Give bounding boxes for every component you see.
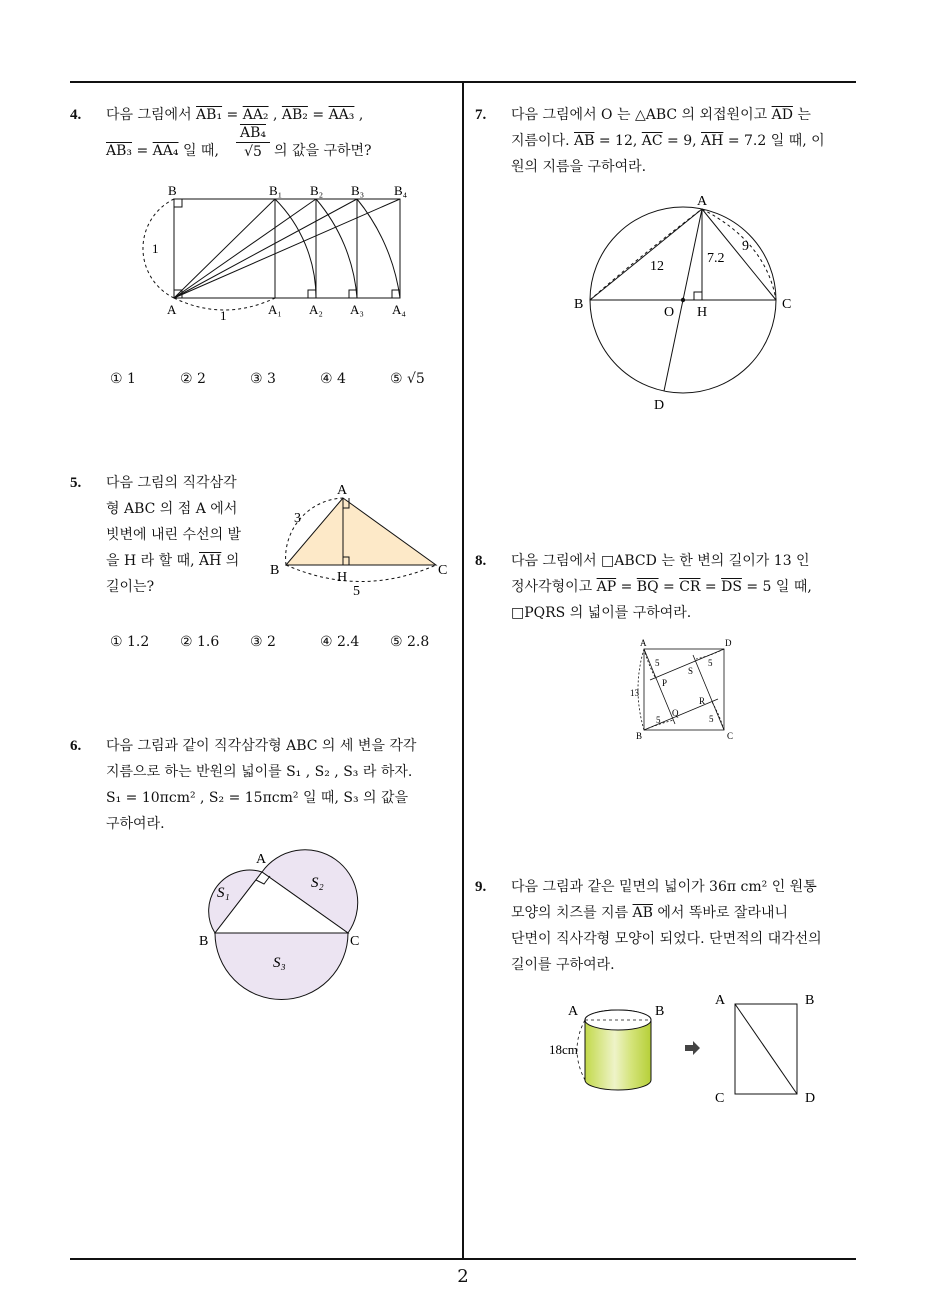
label-C: C	[727, 731, 734, 741]
question-text: 다음 그림과 같이 직각삼각형 ABC 의 세 변을 각각 지름으로 하는 반원의 넓이를 S₁ , S₂ , S₃ 라 하자. S₁ = 10πcm² , S₂ = 15πcm² 일 때, S₃ 의 값을 구하여라.	[106, 738, 417, 832]
label-C: C	[350, 934, 360, 949]
label-CR-5: 5	[709, 714, 714, 724]
label-B: B	[270, 563, 280, 578]
label-13: 13	[630, 688, 639, 698]
column-divider	[462, 83, 464, 1259]
label-3: 3	[294, 511, 301, 526]
choice-4[interactable]: ④ 2.4	[320, 634, 360, 650]
label-S1: S₁	[217, 885, 230, 901]
label-B2: B₂	[310, 183, 324, 198]
label-5: 5	[353, 584, 360, 599]
label-D: D	[654, 398, 665, 413]
bottom-rule	[70, 1258, 856, 1260]
label-12: 12	[650, 259, 664, 274]
label-DS-5: 5	[708, 658, 713, 668]
label-C: C	[782, 297, 792, 312]
label-A: A	[256, 852, 267, 867]
label-B4: B₄	[394, 183, 408, 198]
question-number: 7.	[475, 107, 487, 123]
figure-q5	[268, 480, 458, 600]
arrow-icon	[685, 1041, 700, 1055]
cylinder	[577, 1010, 651, 1090]
label-A1: A₁	[268, 302, 282, 317]
question-5	[70, 470, 270, 610]
figure-q8	[628, 634, 748, 744]
label-A4: A₄	[392, 302, 406, 317]
choice-5[interactable]: ⑤ 2.8	[390, 634, 430, 650]
label-B: B	[199, 934, 209, 949]
question-text: 다음 그림에서 O 는 △ABC 의 외접원이고 $\overline{AD}$ 는 지름이다. $\overline{AB} = 12$, $\overline{AC} = 9$, $\overline{AH} = 7.2$ 일 때, 이 원의 지름을 구하여라.	[511, 107, 825, 175]
label-height: 18cm	[549, 1042, 578, 1057]
label-9: 9	[742, 239, 749, 254]
question-9	[475, 874, 855, 984]
label-rect-B: B	[805, 993, 815, 1008]
label-A: A	[568, 1004, 579, 1019]
figure-q6	[195, 845, 375, 1005]
page-number: 2	[457, 1266, 469, 1287]
label-B: B	[636, 731, 643, 741]
label-R: R	[699, 696, 706, 706]
choice-3[interactable]: ③ 3	[250, 371, 276, 387]
label-B1: B₁	[269, 183, 283, 198]
choice-3[interactable]: ③ 2	[250, 634, 276, 650]
label-B: B	[655, 1004, 665, 1019]
choice-1[interactable]: ① 1	[110, 371, 136, 387]
label-B3: B₃	[351, 183, 365, 198]
label-D: D	[725, 638, 732, 648]
figure-q9	[545, 988, 845, 1118]
label-B: B	[168, 183, 177, 198]
choice-2[interactable]: ② 1.6	[180, 634, 220, 650]
label-S: S	[688, 666, 694, 676]
label-rect-A: A	[715, 993, 726, 1008]
question-number: 4.	[70, 107, 82, 123]
figure-q4	[140, 182, 440, 322]
question-number: 6.	[70, 738, 82, 754]
choices-q5	[110, 634, 450, 654]
label-BQ-5: 5	[656, 715, 661, 725]
label-S2: S₂	[311, 875, 324, 891]
label-7-2: 7.2	[707, 251, 725, 266]
question-6	[70, 733, 450, 843]
label-A: A	[640, 638, 647, 648]
question-8	[475, 548, 855, 628]
question-number: 5.	[70, 475, 82, 491]
question-text: 다음 그림에서 AB₁ = AA₂ , AB₂ = AA₃ , AB₃ = AA₄ 일 때, AB₄ √5 의 값을 구하면?	[106, 107, 372, 160]
label-A3: A₃	[350, 302, 364, 317]
label-A: A	[697, 194, 708, 209]
choices-q4	[110, 371, 450, 391]
question-number: 8.	[475, 553, 487, 569]
label-A: A	[167, 302, 177, 317]
label-A: A	[337, 483, 348, 498]
question-text: 다음 그림의 직각삼각 형 ABC 의 점 A 에서 빗변에 내린 수선의 발 을 H 라 할 때, $\overline{AH}$ 의 길이는?	[106, 475, 242, 595]
label-side-1: 1	[152, 241, 159, 256]
label-rect-D: D	[805, 1091, 816, 1106]
label-rect-C: C	[715, 1091, 725, 1106]
label-base-1: 1	[220, 308, 227, 323]
label-H: H	[697, 305, 708, 320]
choice-4[interactable]: ④ 4	[320, 371, 346, 387]
label-AP-5: 5	[655, 658, 660, 668]
fraction: AB₄ √5	[236, 124, 270, 161]
label-S3: S₃	[273, 955, 286, 971]
label-P: P	[662, 678, 668, 688]
question-7	[475, 102, 855, 182]
choice-2[interactable]: ② 2	[180, 371, 206, 387]
label-H: H	[337, 570, 348, 585]
question-number: 9.	[475, 879, 487, 895]
figure-q7	[570, 192, 800, 422]
question-text: 다음 그림에서 □ABCD 는 한 변의 길이가 13 인 정사각형이고 $\overline{AP} = \overline{BQ} = \overline{CR} = \overline{DS} = 5$ 일 때, □PQRS 의 넓이를 구하여라.	[511, 553, 812, 621]
label-Q: Q	[672, 708, 679, 718]
question-text: 다음 그림과 같은 밑면의 넓이가 36π cm² 인 원통 모양의 치즈를 지름 $\overline{AB}$ 에서 똑바로 잘라내니 단면이 직사각형 모양이 되었다. 단면적의 대각선의 길이를 구하여라.	[511, 879, 822, 973]
label-O: O	[664, 305, 675, 320]
label-A2: A₂	[309, 302, 323, 317]
label-C: C	[438, 563, 448, 578]
choice-5[interactable]: ⑤ √5	[390, 371, 425, 387]
label-B: B	[574, 297, 584, 312]
choice-1[interactable]: ① 1.2	[110, 634, 150, 650]
